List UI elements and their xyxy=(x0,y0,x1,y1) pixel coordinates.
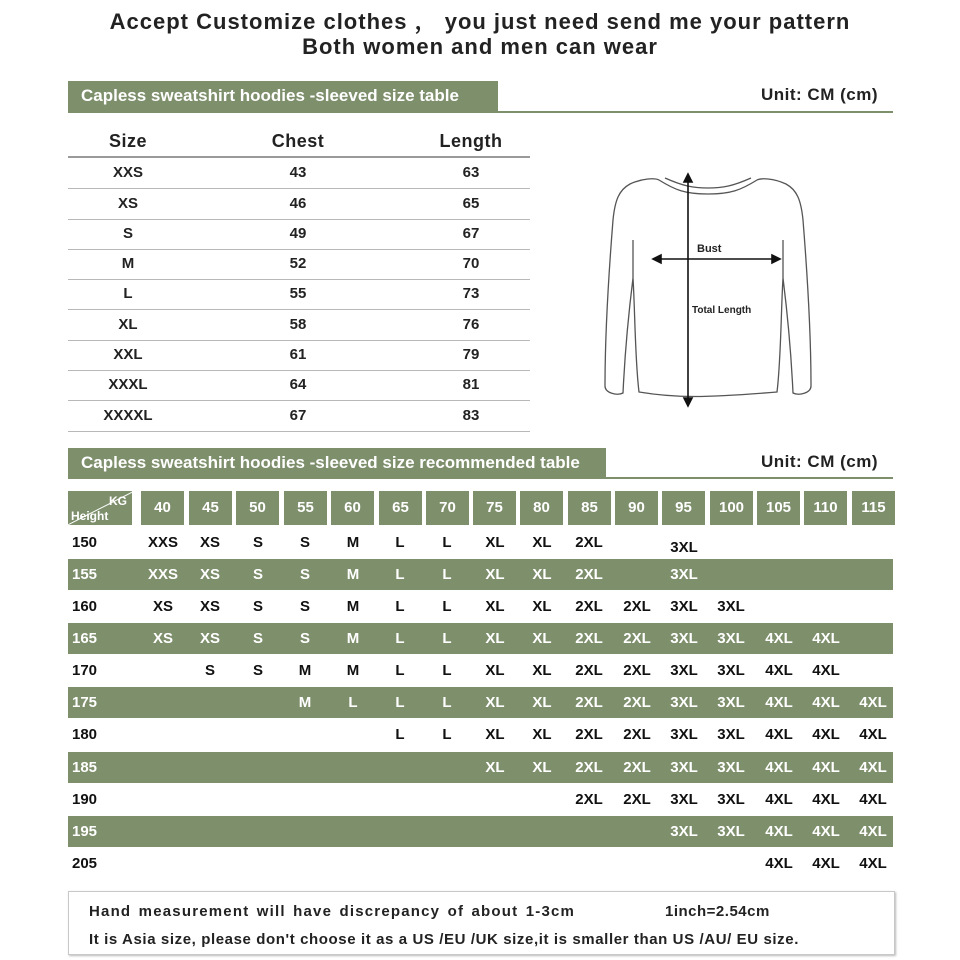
height-cell: 180 xyxy=(72,726,98,743)
sweatshirt-outline xyxy=(605,178,811,397)
size-table-row xyxy=(68,370,530,401)
chest-cell: 49 xyxy=(289,225,307,242)
kg-height-corner xyxy=(68,491,132,525)
recommended-table-title: Capless sweatshirt hoodies -sleeved size recommended table xyxy=(68,448,606,478)
recommended-size-cell: 4XL xyxy=(859,855,887,872)
recommended-size-cell: 4XL xyxy=(812,855,840,872)
recommended-size-cell: L xyxy=(442,534,452,551)
recommended-size-cell: L xyxy=(442,598,452,615)
recommended-size-cell: 2XL xyxy=(575,694,603,711)
size-table-row xyxy=(68,158,530,189)
height-cell: 175 xyxy=(72,694,98,711)
recommended-size-cell: XL xyxy=(532,662,552,679)
recommended-size-cell: 2XL xyxy=(623,598,651,615)
recommended-size-cell: 3XL xyxy=(717,662,745,679)
recommended-size-cell: 2XL xyxy=(575,662,603,679)
recommended-size-cell: 3XL xyxy=(670,539,698,556)
recommended-size-cell: 3XL xyxy=(670,694,698,711)
recommended-size-cell: 3XL xyxy=(717,694,745,711)
height-cell: 185 xyxy=(72,759,98,776)
recommended-size-cell: L xyxy=(442,630,452,647)
recommended-size-cell: XS xyxy=(199,598,220,615)
length-cell: 79 xyxy=(462,346,480,363)
recommended-size-cell: 4XL xyxy=(859,726,887,743)
recommended-size-cell: 4XL xyxy=(859,823,887,840)
recommended-size-cell: XL xyxy=(532,566,552,583)
recommended-size-cell: S xyxy=(299,630,310,647)
length-cell: 76 xyxy=(462,316,480,333)
weight-header: 70 xyxy=(426,491,469,525)
sweatshirt-diagram xyxy=(595,160,845,410)
recommended-size-cell: S xyxy=(252,598,263,615)
recommended-size-cell: 2XL xyxy=(623,630,651,647)
headline-line-1: Accept Customize clothes ， you just need send me your pattern xyxy=(109,9,851,34)
recommended-size-cell: L xyxy=(395,566,405,583)
recommended-row xyxy=(68,623,893,654)
discrepancy-note: Hand measurement will have discrepancy of about 1-3cm xyxy=(89,903,576,920)
size-table-row xyxy=(68,401,530,432)
chest-cell: 61 xyxy=(289,346,307,363)
weight-header: 105 xyxy=(757,491,800,525)
recommended-size-cell: 3XL xyxy=(717,759,745,776)
height-cell: 170 xyxy=(72,662,98,679)
size-cell: XXXXL xyxy=(103,407,153,424)
measure-arrows xyxy=(653,174,780,406)
recommended-size-cell: 4XL xyxy=(812,759,840,776)
recommended-size-cell: 3XL xyxy=(717,598,745,615)
asia-size-warning: It is Asia size, please don't choose it as a US /EU /UK size,it is smaller than US /AU/ EU size. xyxy=(89,931,799,948)
recommended-size-cell: 3XL xyxy=(670,598,698,615)
recommended-size-cell: 4XL xyxy=(765,726,793,743)
size-cell: XS xyxy=(117,195,138,212)
recommended-size-cell: 4XL xyxy=(765,823,793,840)
chest-cell: 52 xyxy=(289,255,307,272)
recommended-size-cell: 3XL xyxy=(717,823,745,840)
recommended-size-cell: S xyxy=(204,662,215,679)
recommended-size-cell: L xyxy=(395,598,405,615)
chest-cell: 46 xyxy=(289,195,307,212)
recommended-size-cell: 4XL xyxy=(812,726,840,743)
recommended-size-cell: L xyxy=(395,694,405,711)
recommended-size-cell: XS xyxy=(199,534,220,551)
recommended-size-cell: 2XL xyxy=(575,791,603,808)
recommended-size-cell: L xyxy=(442,726,452,743)
recommended-row xyxy=(68,784,893,815)
recommended-size-cell: M xyxy=(346,662,360,679)
recommended-row xyxy=(68,816,893,847)
height-label: Height xyxy=(71,509,109,523)
recommended-size-cell: 3XL xyxy=(670,791,698,808)
size-table-header xyxy=(68,126,530,158)
length-cell: 63 xyxy=(462,164,480,181)
length-cell: 70 xyxy=(462,255,480,272)
recommended-size-cell: 4XL xyxy=(812,694,840,711)
recommended-size-cell: XL xyxy=(532,534,552,551)
recommended-size-cell: 4XL xyxy=(765,855,793,872)
weight-header: 80 xyxy=(520,491,563,525)
recommended-size-cell: 3XL xyxy=(670,566,698,583)
chest-cell: 55 xyxy=(289,285,307,302)
weight-header: 55 xyxy=(284,491,327,525)
size-table-title: Capless sweatshirt hoodies -sleeved size table xyxy=(68,81,498,111)
recommended-row xyxy=(68,591,893,622)
recommended-row xyxy=(68,687,893,718)
recommended-size-cell: 4XL xyxy=(765,630,793,647)
recommended-size-cell: 4XL xyxy=(812,662,840,679)
weight-header: 85 xyxy=(568,491,611,525)
recommended-size-cell: 2XL xyxy=(575,759,603,776)
recommended-size-cell: 2XL xyxy=(575,598,603,615)
weight-header: 50 xyxy=(236,491,279,525)
recommended-size-cell: XL xyxy=(485,630,505,647)
recommended-size-cell: S xyxy=(299,566,310,583)
weight-header: 65 xyxy=(379,491,422,525)
recommended-size-cell: M xyxy=(346,566,360,583)
recommended-size-cell: M xyxy=(346,630,360,647)
recommended-row xyxy=(68,752,893,783)
size-table-row xyxy=(68,249,530,280)
recommended-size-cell: S xyxy=(252,534,263,551)
size-cell: S xyxy=(122,225,133,242)
recommended-size-cell: 4XL xyxy=(812,823,840,840)
recommended-size-cell: 2XL xyxy=(623,791,651,808)
recommended-size-cell: 3XL xyxy=(717,726,745,743)
size-cell: L xyxy=(123,285,133,302)
recommended-size-cell: 2XL xyxy=(575,534,603,551)
chest-header: Chest xyxy=(271,131,325,151)
recommended-size-cell: L xyxy=(395,662,405,679)
length-cell: 67 xyxy=(462,225,480,242)
recommended-row xyxy=(68,719,893,750)
recommended-size-cell: S xyxy=(252,630,263,647)
recommended-size-cell: XL xyxy=(485,694,505,711)
recommended-size-cell: XL xyxy=(532,759,552,776)
recommended-size-cell: 4XL xyxy=(812,791,840,808)
height-cell: 160 xyxy=(72,598,98,615)
recommended-size-cell: S xyxy=(299,534,310,551)
weight-header: 95 xyxy=(662,491,705,525)
chest-cell: 58 xyxy=(289,316,307,333)
recommended-size-cell: 3XL xyxy=(670,759,698,776)
size-table-title-rule xyxy=(68,111,893,113)
height-cell: 195 xyxy=(72,823,98,840)
recommended-size-cell: XL xyxy=(485,534,505,551)
recommended-row xyxy=(68,655,893,686)
recommended-size-cell: XL xyxy=(532,694,552,711)
weight-header: 90 xyxy=(615,491,658,525)
recommended-table-title-rule xyxy=(68,477,893,479)
size-table-unit: Unit: CM (cm) xyxy=(761,85,878,104)
recommended-size-cell: S xyxy=(252,662,263,679)
weight-header-row xyxy=(68,491,895,525)
recommended-size-cell: 2XL xyxy=(623,726,651,743)
recommended-size-cell: 3XL xyxy=(717,630,745,647)
recommended-size-cell: 3XL xyxy=(670,662,698,679)
recommended-size-cell: 3XL xyxy=(670,726,698,743)
height-cell: 190 xyxy=(72,791,98,808)
recommended-size-cell: 4XL xyxy=(812,630,840,647)
size-table-row xyxy=(68,310,530,341)
recommended-size-cell: 2XL xyxy=(623,759,651,776)
chest-cell: 43 xyxy=(289,164,307,181)
length-cell: 81 xyxy=(462,376,480,393)
recommended-size-cell: M xyxy=(346,598,360,615)
recommended-size-cell: XL xyxy=(532,726,552,743)
headline-line-2: Both women and men can wear xyxy=(302,34,658,59)
recommended-size-cell: XS xyxy=(199,566,220,583)
recommended-size-cell: 2XL xyxy=(623,694,651,711)
weight-header: 115 xyxy=(852,491,895,525)
chest-cell: 67 xyxy=(289,407,307,424)
recommended-size-cell: 2XL xyxy=(575,630,603,647)
size-cell: XXS xyxy=(112,164,143,181)
length-header: Length xyxy=(439,131,503,151)
recommended-size-cell: XL xyxy=(485,726,505,743)
recommended-size-cell: 3XL xyxy=(670,630,698,647)
height-cell: 150 xyxy=(72,534,98,551)
recommended-size-cell: L xyxy=(442,694,452,711)
measurement-note xyxy=(68,891,895,955)
total-length-label: Total Length xyxy=(692,305,752,316)
length-cell: 65 xyxy=(462,195,480,212)
recommended-size-cell: XL xyxy=(532,630,552,647)
recommended-size-cell: XXS xyxy=(147,534,178,551)
recommended-size-cell: M xyxy=(298,662,312,679)
recommended-size-cell: XL xyxy=(532,598,552,615)
size-cell: XXL xyxy=(113,346,143,363)
recommended-size-cell: 2XL xyxy=(623,662,651,679)
recommended-size-cell: S xyxy=(299,598,310,615)
recommended-size-cell: XXS xyxy=(147,566,178,583)
recommended-size-cell: 4XL xyxy=(859,759,887,776)
recommended-size-cell: XL xyxy=(485,566,505,583)
recommended-size-cell: 2XL xyxy=(575,566,603,583)
recommended-size-cell: XL xyxy=(485,759,505,776)
recommended-size-cell: M xyxy=(298,694,312,711)
size-table-row xyxy=(68,340,530,371)
recommended-size-cell: 4XL xyxy=(765,662,793,679)
recommended-size-cell: 3XL xyxy=(670,823,698,840)
recommended-table-unit: Unit: CM (cm) xyxy=(761,452,878,471)
recommended-size-cell: L xyxy=(395,534,405,551)
size-header: Size xyxy=(108,131,148,151)
recommended-size-cell: 4XL xyxy=(859,694,887,711)
weight-header: 40 xyxy=(141,491,184,525)
recommended-size-cell: 4XL xyxy=(765,791,793,808)
recommended-size-cell: M xyxy=(346,534,360,551)
weight-header: 110 xyxy=(804,491,847,525)
recommended-size-cell: L xyxy=(348,694,358,711)
recommended-row xyxy=(68,559,893,590)
recommended-size-cell: 2XL xyxy=(575,726,603,743)
recommended-size-cell: L xyxy=(442,662,452,679)
size-table-row xyxy=(68,279,530,310)
height-cell: 165 xyxy=(72,630,98,647)
recommended-size-cell: XL xyxy=(485,598,505,615)
height-cell: 205 xyxy=(72,855,98,872)
recommended-size-cell: L xyxy=(395,630,405,647)
size-cell: M xyxy=(121,255,135,272)
size-cell: XXXL xyxy=(108,376,148,393)
height-cell: 155 xyxy=(72,566,98,583)
recommended-size-cell: XS xyxy=(152,630,173,647)
recommended-size-cell: XS xyxy=(152,598,173,615)
recommended-size-cell: L xyxy=(442,566,452,583)
weight-header: 100 xyxy=(710,491,753,525)
recommended-size-cell: 4XL xyxy=(765,759,793,776)
weight-header: 45 xyxy=(189,491,232,525)
size-table-row xyxy=(68,189,530,220)
length-cell: 73 xyxy=(462,285,480,302)
recommended-size-cell: 3XL xyxy=(717,791,745,808)
recommended-row xyxy=(68,527,893,558)
recommended-size-cell: L xyxy=(395,726,405,743)
bust-label: Bust xyxy=(697,243,722,255)
recommended-size-cell: XS xyxy=(199,630,220,647)
weight-header: 60 xyxy=(331,491,374,525)
recommended-size-cell: S xyxy=(252,566,263,583)
inch-conversion-note: 1inch=2.54cm xyxy=(665,903,770,920)
recommended-size-cell: XL xyxy=(485,662,505,679)
weight-header: 75 xyxy=(473,491,516,525)
size-cell: XL xyxy=(118,316,138,333)
chest-cell: 64 xyxy=(289,376,307,393)
recommended-size-cell: 4XL xyxy=(859,791,887,808)
recommended-size-cell: 4XL xyxy=(765,694,793,711)
length-cell: 83 xyxy=(462,407,480,424)
recommended-row xyxy=(68,848,893,879)
size-table-row xyxy=(68,219,530,250)
kg-label: KG xyxy=(109,494,127,508)
